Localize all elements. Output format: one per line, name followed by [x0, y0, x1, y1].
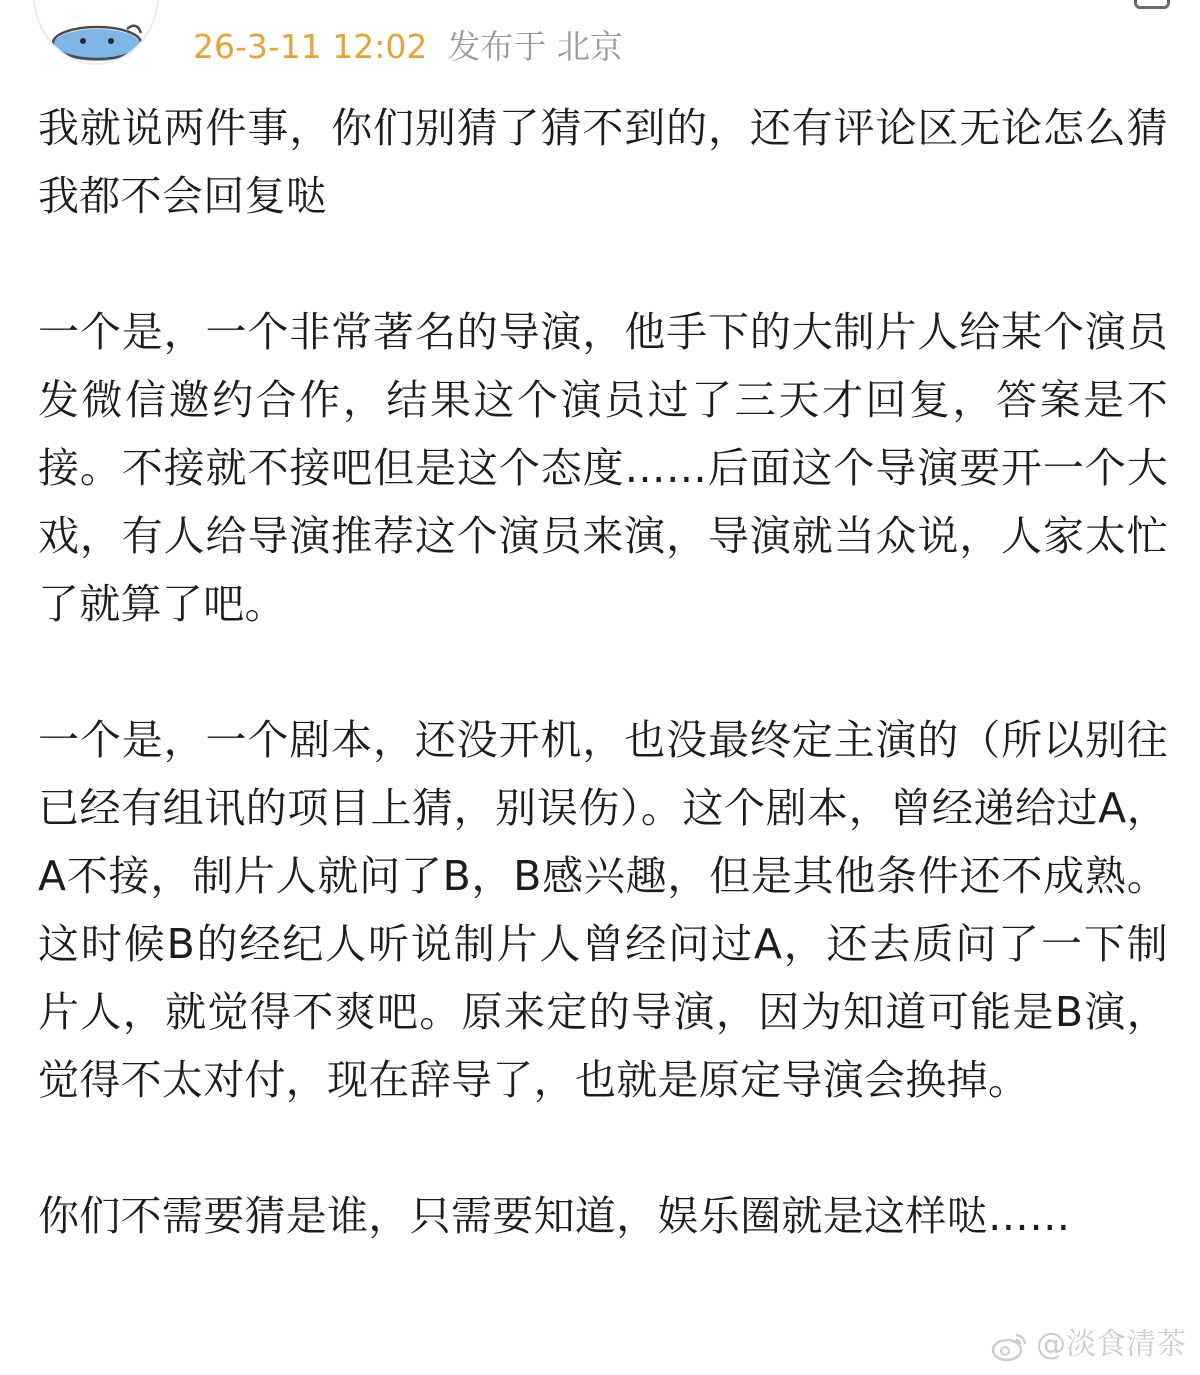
post-header — [0, 0, 1200, 95]
collapse-icon[interactable] — [1134, 0, 1170, 9]
post-meta — [193, 24, 623, 70]
watermark-text: @淡食清茶 — [1036, 1327, 1186, 1362]
post-paragraph-3: 一个是，一个剧本，还没开机，也没最终定主演的（所以别往已经有组讯的项目上猜，别误伤）。这个剧本，曾经递给过A，A不接，制片人就问了B，B感兴趣，但是其他条件还不成熟。这时候B的经纪人听说制片人曾经问过A，还去质问了一下制片人，就觉得不爽吧。原来定的导演，因为知道可能是B演，觉得不太对付，现在辞导了，也就是原定导演会换掉。 — [38, 716, 1168, 1104]
cartoon-avatar-icon — [35, 0, 157, 63]
post-paragraph-4: 你们不需要猜是谁，只需要知道，娱乐圈就是这样哒…… — [38, 1192, 1071, 1240]
post-timestamp: 26-3-11 12:02 — [193, 27, 428, 66]
weibo-logo-icon — [990, 1329, 1030, 1363]
post-body — [38, 94, 1168, 1250]
post-location: 发布于 北京 — [447, 27, 623, 66]
paragraph-spacer — [38, 230, 1168, 298]
paragraph-spacer — [38, 1114, 1168, 1182]
post-paragraph-1: 我就说两件事，你们别猜了猜不到的，还有评论区无论怎么猜我都不会回复哒 — [38, 104, 1168, 220]
watermark — [990, 1325, 1186, 1365]
avatar[interactable] — [33, 0, 159, 65]
post-paragraph-2: 一个是，一个非常著名的导演，他手下的大制片人给某个演员发微信邀约合作，结果这个演员过了三天才回复，答案是不接。不接就不接吧但是这个态度……后面这个导演要开一个大戏，有人给导演推荐这个演员来演，导演就当众说，人家太忙了就算了吧。 — [38, 308, 1168, 628]
paragraph-spacer — [38, 638, 1168, 706]
